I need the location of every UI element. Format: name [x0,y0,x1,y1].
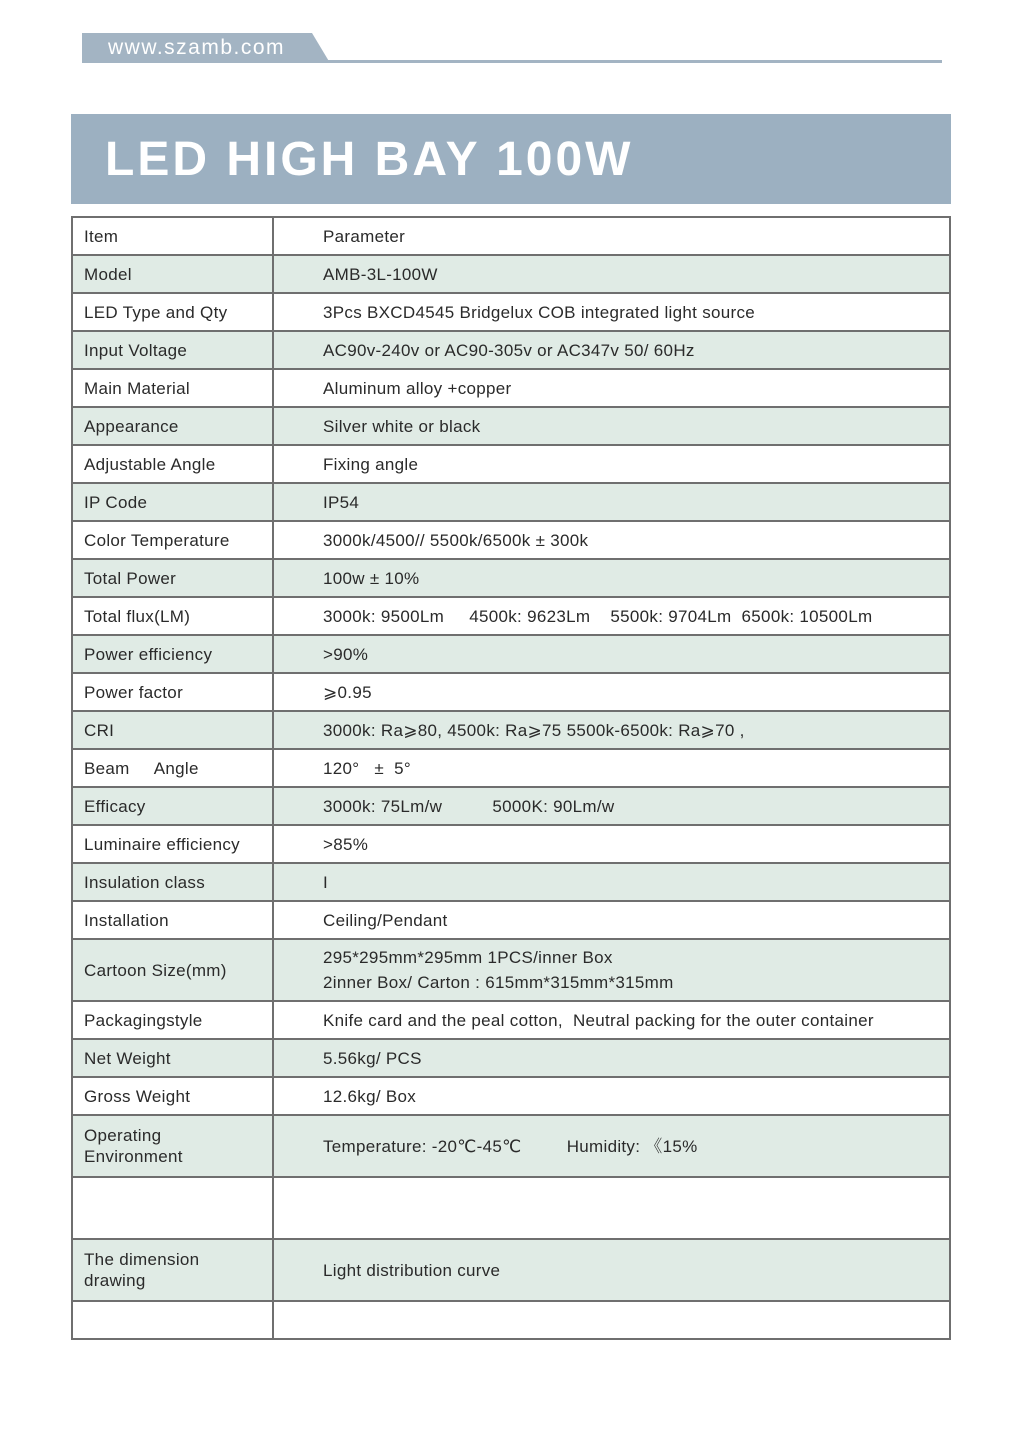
table-row [72,635,950,673]
item-cell: Net Weight [72,1039,273,1077]
item-cell: Main Material [72,369,273,407]
parameter-cell: 120° ± 5° [273,749,950,787]
parameter-cell: 3000k: Ra⩾80, 4500k: Ra⩾75 5500k-6500k: Ra⩾70 , [273,711,950,749]
item-cell: Power factor [72,673,273,711]
table-row [72,521,950,559]
item-cell: Installation [72,901,273,939]
item-cell: Power efficiency [72,635,273,673]
table-row [72,293,950,331]
parameter-cell: I [273,863,950,901]
table-row [72,331,950,369]
table-row [72,1001,950,1039]
item-cell: Appearance [72,407,273,445]
item-cell: Adjustable Angle [72,445,273,483]
table-row [72,939,950,1001]
parameter-cell: AMB-3L-100W [273,255,950,293]
parameter-line: 2inner Box/ Carton : 615mm*315mm*315mm [323,973,674,992]
table-row [72,407,950,445]
spec-table [71,216,951,1340]
header-rule [82,60,942,63]
table-row [72,749,950,787]
parameter-cell: Parameter [273,217,950,255]
parameter-cell: 3Pcs BXCD4545 Bridgelux COB integrated light source [273,293,950,331]
table-row [72,1239,950,1301]
item-cell: Total Power [72,559,273,597]
parameter-cell: 3000k/4500// 5500k/6500k ± 300k [273,521,950,559]
parameter-cell: Aluminum alloy +copper [273,369,950,407]
parameter-cell: Light distribution curve [273,1239,950,1301]
item-cell: Luminaire efficiency [72,825,273,863]
table-row [72,255,950,293]
item-cell: Beam Angle [72,749,273,787]
parameter-cell: 3000k: 75Lm/w 5000K: 90Lm/w [273,787,950,825]
item-cell: Model [72,255,273,293]
table-row [72,711,950,749]
table-row [72,445,950,483]
parameter-cell: >90% [273,635,950,673]
website-url: www.szamb.com [108,36,286,59]
item-cell [72,1239,273,1301]
parameter-cell [273,1177,950,1239]
item-line: drawing [84,1271,146,1290]
item-line: Environment [84,1147,183,1166]
parameter-cell: Knife card and the peal cotton, Neutral packing for the outer container [273,1001,950,1039]
page-title: LED HIGH BAY 100W [105,133,634,186]
item-cell: Efficacy [72,787,273,825]
table-row [72,1115,950,1177]
parameter-cell: 5.56kg/ PCS [273,1039,950,1077]
table-row [72,1077,950,1115]
item-cell [72,1301,273,1339]
table-row [72,483,950,521]
table-row [72,217,950,255]
parameter-cell: 3000k: 9500Lm 4500k: 9623Lm 5500k: 9704Lm 6500k: 10500Lm [273,597,950,635]
parameter-cell: ⩾0.95 [273,673,950,711]
item-cell [72,1177,273,1239]
item-line: Operating [84,1126,162,1145]
table-row [72,901,950,939]
item-cell [72,1115,273,1177]
item-cell: Input Voltage [72,331,273,369]
item-cell: IP Code [72,483,273,521]
table-row [72,1039,950,1077]
parameter-cell [273,1301,950,1339]
table-row [72,369,950,407]
table-row [72,559,950,597]
table-row [72,673,950,711]
table-row [72,1301,950,1339]
item-cell: Color Temperature [72,521,273,559]
item-cell: Cartoon Size(mm) [72,939,273,1001]
parameter-cell: AC90v-240v or AC90-305v or AC347v 50/ 60Hz [273,331,950,369]
parameter-cell: IP54 [273,483,950,521]
item-cell: Gross Weight [72,1077,273,1115]
parameter-cell [273,939,950,1001]
item-cell: LED Type and Qty [72,293,273,331]
parameter-cell: >85% [273,825,950,863]
item-cell: Packagingstyle [72,1001,273,1039]
table-row [72,1177,950,1239]
parameter-cell: Temperature: -20℃-45℃ Humidity: 《15% [273,1115,950,1177]
parameter-cell: 12.6kg/ Box [273,1077,950,1115]
table-row [72,863,950,901]
item-cell: CRI [72,711,273,749]
item-cell: Item [72,217,273,255]
table-row [72,597,950,635]
item-line: The dimension [84,1250,200,1269]
parameter-line: 295*295mm*295mm 1PCS/inner Box [323,948,613,967]
parameter-cell: Fixing angle [273,445,950,483]
table-row [72,787,950,825]
parameter-cell: Ceiling/Pendant [273,901,950,939]
table-row [72,825,950,863]
item-cell: Insulation class [72,863,273,901]
parameter-cell: Silver white or black [273,407,950,445]
item-cell: Total flux(LM) [72,597,273,635]
parameter-cell: 100w ± 10% [273,559,950,597]
